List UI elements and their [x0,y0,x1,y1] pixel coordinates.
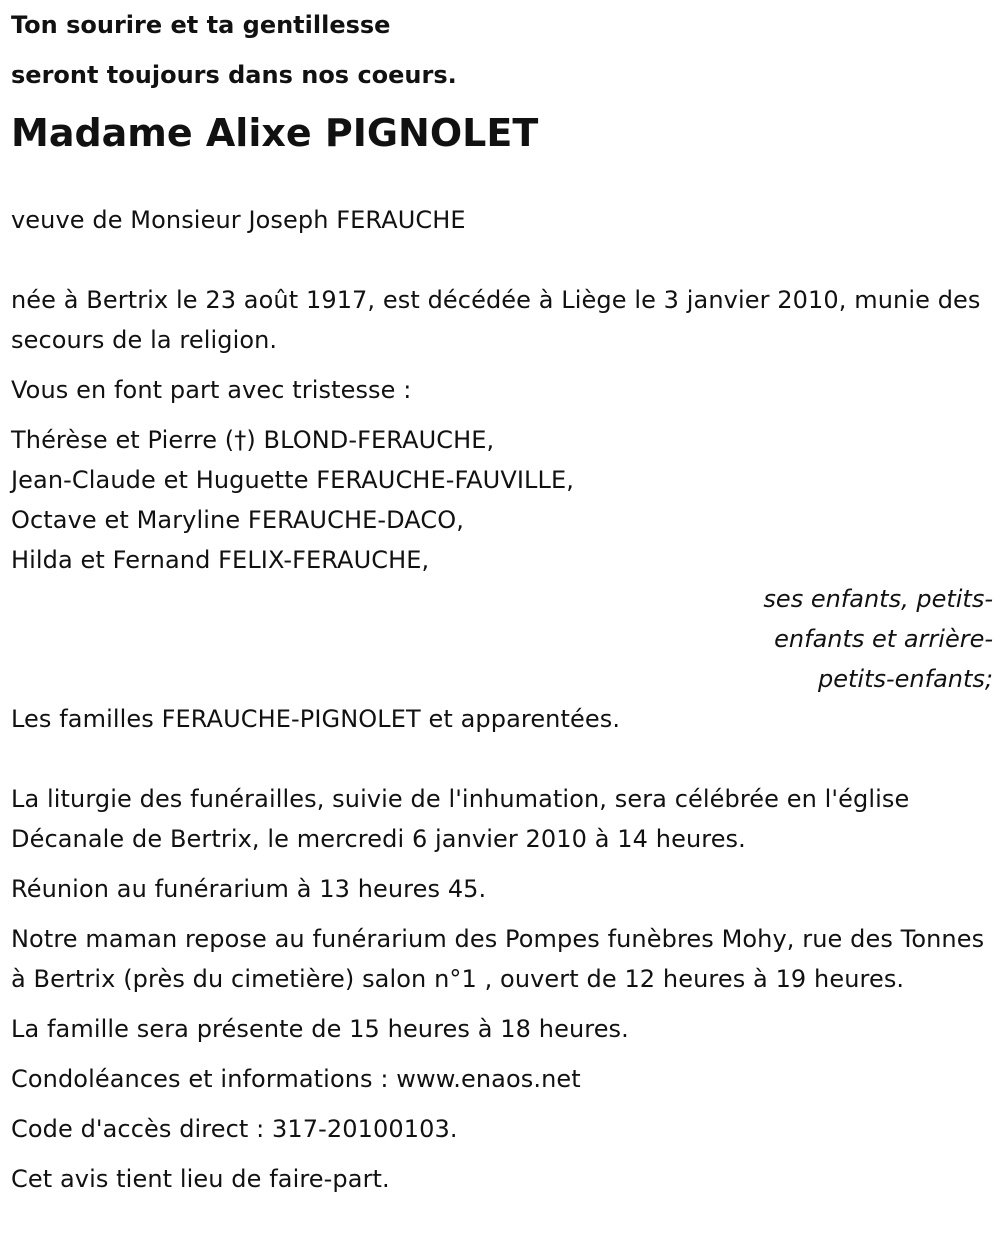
child-entry: Thérèse et Pierre (†) BLOND-FERAUCHE, [11,426,495,454]
condolences-line [11,1059,993,1099]
relation-line: ses enfants, petits- [763,585,993,613]
children-list [11,420,993,580]
notice-line: Cet avis tient lieu de faire-part. [11,1165,390,1193]
liturgy-info: La liturgie des funérailles, suivie de l'inhumation, sera célébrée en l'église Décanale de Bertrix, le mercredi 6 janvier 2010 à 14 heures. [11,785,910,853]
child-entry: Jean-Claude et Huguette FERAUCHE-FAUVILLE, [11,466,574,494]
families-line: Les familles FERAUCHE-PIGNOLET et apparentées. [11,705,621,733]
memorial-quote [11,0,993,100]
relation-note [11,579,993,699]
quote-line-2: seront toujours dans nos coeurs. [11,61,457,89]
access-code: Code d'accès direct : 317-20100103. [11,1115,458,1143]
relation-line: enfants et arrière- [774,625,993,653]
relation-line: petits-enfants; [818,665,993,693]
deceased-name: Madame Alixe PIGNOLET [11,111,539,155]
child-entry: Hilda et Fernand FELIX-FERAUCHE, [11,546,430,574]
meeting-info: Réunion au funérarium à 13 heures 45. [11,875,487,903]
child-entry: Octave et Maryline FERAUCHE-DACO, [11,506,464,534]
repose-info: Notre maman repose au funérarium des Pompes funèbres Mohy, rue des Tonnes à Bertrix (près du cimetière) salon n°1 , ouvert de 12 heures à 19 heures. [11,925,985,993]
obituary-notice [11,0,993,1199]
family-presence: La famille sera présente de 15 heures à 18 heures. [11,1015,629,1043]
birth-death-statement: née à Bertrix le 23 août 1917, est décédée à Liège le 3 janvier 2010, munie des secours de la religion. [11,286,981,354]
widow-of: veuve de Monsieur Joseph FERAUCHE [11,206,466,234]
announcement: Vous en font part avec tristesse : [11,376,412,404]
quote-line-1: Ton sourire et ta gentillesse [11,11,391,39]
condolences-label: Condoléances et informations : [11,1065,397,1093]
condolences-link[interactable]: www.enaos.net [396,1065,581,1093]
